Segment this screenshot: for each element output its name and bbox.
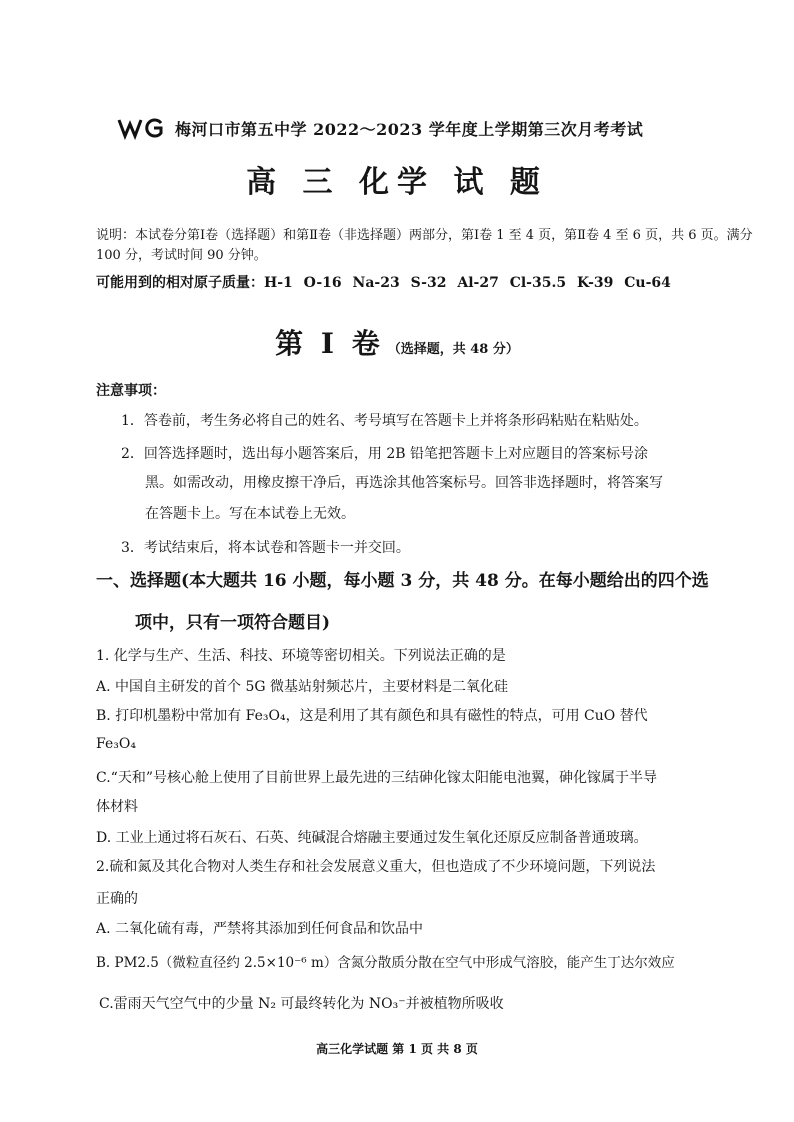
notes-heading: 注意事项： <box>96 383 166 399</box>
question-stem-cont: 正确的 <box>96 891 138 907</box>
school-exam-name: 梅河口市第五中学 2022～2023 学年度上学期第三次月考考试 <box>175 119 644 139</box>
question-option-cont: Fe₃O₄ <box>96 736 136 752</box>
question-stem: 2.硫和氮及其化合物对人类生存和社会发展意义重大，但也造成了不少环境问题，下列说法 <box>96 859 656 875</box>
question-stem: 1. 化学与生产、生活、科技、环境等密切相关。下列说法正确的是 <box>96 648 506 664</box>
question-option: A. 二氧化硫有毒，严禁将其添加到任何食品和饮品中 <box>96 921 424 937</box>
question-option: C.“天和”号核心舱上使用了目前世界上最先进的三结砷化镓太阳能电池翼，砷化镓属于半导 <box>96 770 657 786</box>
exam-header <box>117 116 643 140</box>
question-option: B. 打印机墨粉中常加有 Fe₃O₄，这是利用了其有颜色和具有磁性的特点，可用 CuO 替代 <box>96 708 648 724</box>
question-option: C.雷雨天气空气中的少量 N₂ 可最终转化为 NO₃⁻并被植物所吸收 <box>99 996 504 1012</box>
note-line: 黑。如需改动，用橡皮擦干净后，再选涂其他答案标号。回答非选择题时，将答案写 <box>145 475 663 491</box>
section-name: 第 Ⅰ 卷 <box>275 327 384 360</box>
question-option: B. PM2.5（微粒直径约 2.5×10⁻⁶ m）含氮分散质分散在空气中形成气溶胶，能产生丁达尔效应 <box>96 955 675 971</box>
section-note: （选择题，共 48 分） <box>387 342 519 357</box>
page-footer: 高三化学试题 第 1 页 共 8 页 <box>316 1042 478 1056</box>
question-option: D. 工业上通过将石灰石、石英、纯碱混合熔融主要通过发生氧化还原反应制备普通玻璃。 <box>96 830 648 846</box>
note-line: 1．答卷前，考生务必将自己的姓名、考号填写在答题卡上并将条形码粘贴在粘贴处。 <box>121 413 648 429</box>
exam-instructions: 说明：本试卷分第Ⅰ卷（选择题）和第Ⅱ卷（非选择题）两部分，第Ⅰ卷 1 至 4 页，第Ⅱ卷 4 至 6 页，共 6 页。满分 100 分，考试时间 90 分钟。 <box>96 228 753 263</box>
part-one-heading: 一、选择题(本大题共 16 小题，每小题 3 分，共 48 分。在每小题给出的四个选 <box>96 571 709 591</box>
section-heading <box>0 322 794 362</box>
note-line: 3．考试结束后，将本试卷和答题卡一并交回。 <box>121 540 410 556</box>
note-line: 2．回答选择题时，选出每小题答案后，用 2B 铅笔把答题卡上对应题目的答案标号涂 <box>121 446 649 462</box>
question-option-cont: 体材料 <box>96 799 138 815</box>
school-logo <box>117 116 165 140</box>
question-option: A. 中国自主研发的首个 5G 微基站射频芯片，主要材料是二氧化硅 <box>96 679 509 695</box>
part-one-heading-cont: 项中，只有一项符合题目) <box>135 613 331 633</box>
atomic-masses: 可能用到的相对原子质量：H-1 O-16 Na-23 S-32 Al-27 Cl-35.5 K-39 Cu-64 <box>96 275 671 291</box>
note-line: 在答题卡上。写在本试卷上无效。 <box>145 506 355 522</box>
page-title: 高 三 化学 试 题 <box>246 165 548 200</box>
